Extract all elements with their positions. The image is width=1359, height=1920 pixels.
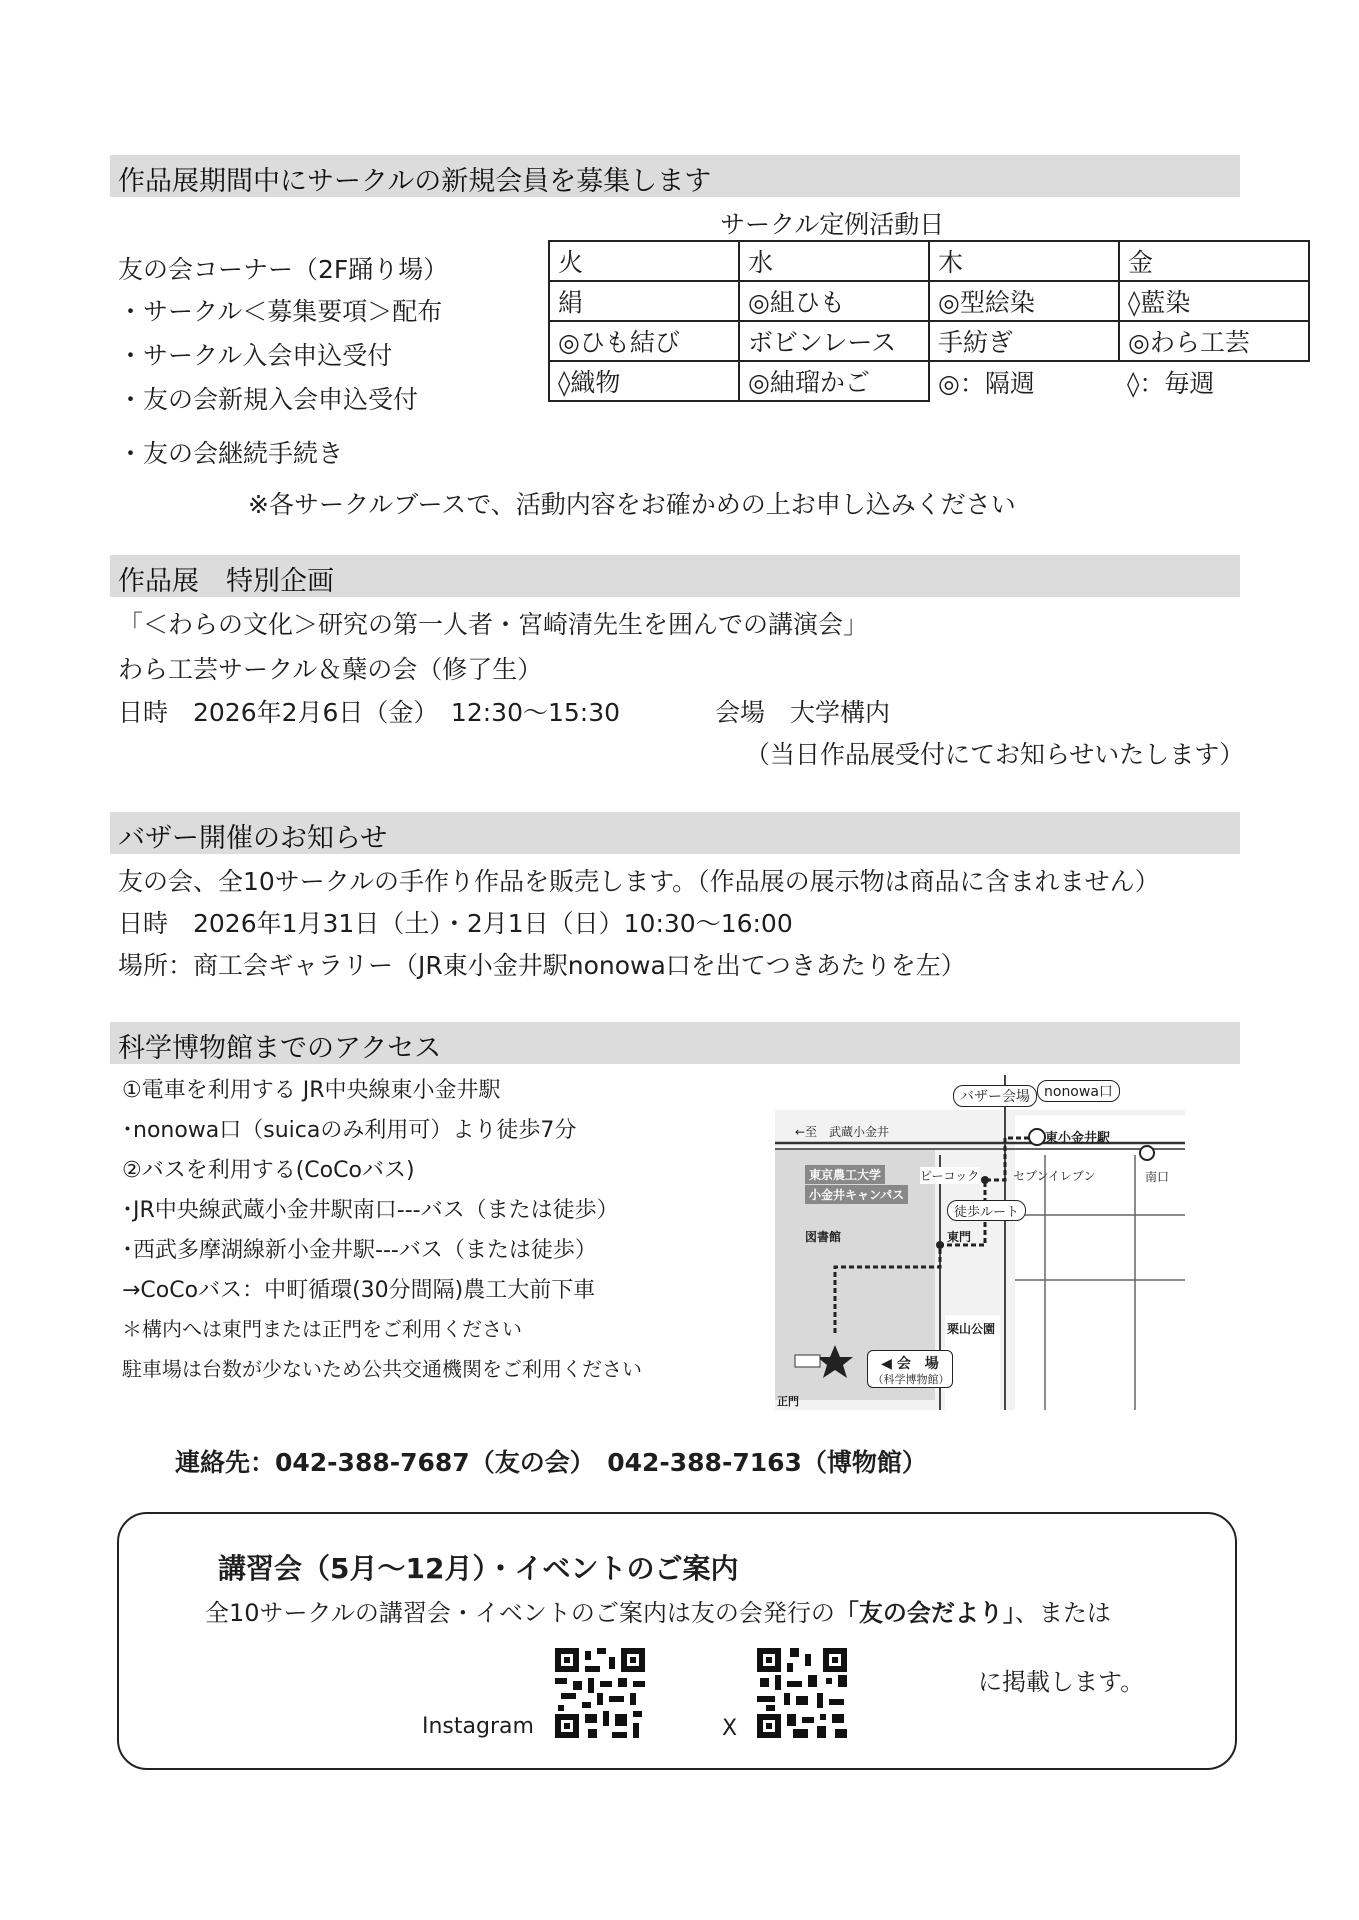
footer-text-pre: 全10サークルの講習会・イベントのご案内は友の会発行の [205, 1599, 835, 1627]
schedule-row [549, 281, 1309, 321]
schedule-cell: 金 [1119, 241, 1309, 281]
map-campus-label-2: 小金井キャンパス [805, 1185, 908, 1204]
footer-title: 講習会（5月～12月）・イベントのご案内 [218, 1552, 739, 1585]
access-line: ･nonowa口（suicaのみ利用可）より徒歩7分 [122, 1118, 577, 1143]
map-south-exit-label: 南口 [1145, 1170, 1170, 1184]
special-venue-note: （当日作品展受付にてお知らせいたします） [745, 740, 1245, 769]
map-bazaar-label: バザー会場 [953, 1085, 1037, 1107]
bazaar-place: 場所：商工会ギャラリー（JR東小金井駅nonowa口を出てつきあたりを左） [118, 951, 966, 980]
access-line: →CoCoバス：中町循環(30分間隔)農工大前下車 [122, 1278, 596, 1303]
peacock-dot [981, 1176, 989, 1184]
recruit-item-2: ・サークル入会申込受付 [118, 341, 393, 370]
recruit-item-4: ・友の会継続手続き [118, 439, 344, 468]
schedule-cell: ◊織物 [549, 361, 739, 401]
special-datetime: 日時 2026年2月6日（金） 12:30～15:30 [118, 698, 621, 727]
map-station-label: 東小金井駅 [1045, 1131, 1111, 1146]
bazaar-datetime: 日時 2026年1月31日（土）・2月1日（日）10:30～16:00 [118, 909, 793, 938]
map-peacock-label: ピーコック [920, 1169, 980, 1183]
map-east-gate-label: 東門 [947, 1230, 972, 1244]
footer-posted: に掲載します。 [978, 1668, 1145, 1696]
schedule-row [549, 361, 1309, 401]
map-venue-label: ◀ 会 場 [881, 1356, 939, 1372]
contact-line: 連絡先：042-388-7687（友の会） 042-388-7163（博物館） [175, 1448, 927, 1477]
schedule-cell: 絹 [549, 281, 739, 321]
instagram-qr-icon[interactable] [555, 1648, 645, 1738]
schedule-table [548, 240, 1310, 402]
special-heading-bar [110, 555, 1240, 597]
schedule-cell: 手紡ぎ [929, 321, 1119, 361]
recruit-heading: 作品展期間中にサークルの新規会員を募集します [118, 166, 712, 197]
access-line: ②バスを利用する(CoCoバス) [122, 1158, 415, 1183]
schedule-cell: ◎組ひも [739, 281, 929, 321]
access-heading-bar [110, 1022, 1240, 1064]
instagram-label: Instagram [422, 1714, 534, 1739]
schedule-cell: 木 [929, 241, 1119, 281]
schedule-cell: ◎型絵染 [929, 281, 1119, 321]
schedule-cell: ◊藍染 [1119, 281, 1309, 321]
x-qr-icon[interactable] [757, 1648, 847, 1738]
special-line1: 「＜わらの文化＞研究の第一人者・宮崎清先生を囲んでの講演会」 [118, 610, 869, 639]
east-gate-dot [936, 1241, 944, 1249]
schedule-header-row [549, 241, 1309, 281]
schedule-row [549, 321, 1309, 361]
schedule-legend-weekly: ◊：毎週 [1127, 368, 1215, 398]
schedule-cell: ◎ひも結び [549, 321, 739, 361]
footer-text [205, 1593, 1111, 1628]
map-campus-label-1: 東京農工大学 [805, 1165, 885, 1184]
footer-text-bold: 「友の会だより」 [834, 1599, 1015, 1627]
recruit-item-3: ・友の会新規入会申込受付 [118, 385, 419, 414]
map-east-area [1015, 1115, 1185, 1410]
access-map [775, 1075, 1185, 1410]
x-label: X [722, 1716, 738, 1741]
map-to-musashi-label: ←至 武蔵小金井 [795, 1125, 890, 1139]
map-main-gate-label: 正門 [777, 1395, 799, 1408]
map-nonowa-label: nonowa口 [1037, 1080, 1120, 1102]
bazaar-heading: バザー開催のお知らせ [118, 823, 388, 854]
footer-text-post: 、または [1014, 1599, 1111, 1627]
access-line: 駐車場は台数が少ないため公共交通機関をご利用ください [122, 1357, 642, 1381]
map-walk-route-label: 徒歩ルート [947, 1200, 1026, 1221]
access-heading: 科学博物館までのアクセス [118, 1033, 442, 1064]
access-line: ･西武多摩湖線新小金井駅---バス（または徒歩） [122, 1238, 597, 1263]
recruit-item-0: 友の会コーナー（2F踊り場） [118, 255, 449, 284]
special-heading: 作品展 特別企画 [118, 566, 334, 597]
bazaar-line1: 友の会、全10サークルの手作り作品を販売します。（作品展の展示物は商品に含まれません） [118, 867, 1160, 896]
schedule-cell: ボビンレース [739, 321, 929, 361]
map-venue-sub-label: （科学博物館） [872, 1373, 950, 1386]
schedule-cell: ◎わら工芸 [1119, 321, 1309, 361]
map-park-label: 栗山公園 [947, 1322, 996, 1336]
recruit-heading-bar [110, 155, 1240, 197]
south-exit-icon [1140, 1146, 1154, 1160]
bazaar-heading-bar [110, 812, 1240, 854]
map-library-label: 図書館 [805, 1230, 842, 1244]
museum-building [795, 1355, 820, 1367]
access-line: ①電車を利用する JR中央線東小金井駅 [122, 1078, 501, 1103]
access-line: ＊構内へは東門または正門をご利用ください [122, 1317, 522, 1341]
special-venue: 会場 大学構内 [715, 698, 891, 727]
special-line2: わら工芸サークル＆蘖の会（修了生） [118, 655, 543, 684]
schedule-cell: 水 [739, 241, 929, 281]
schedule-cell: ◎紬瑠かご [739, 361, 929, 401]
recruit-note: ※各サークルブースで、活動内容をお確かめの上お申し込みください [248, 490, 1016, 519]
map-seven-label: セブンイレブン [1013, 1169, 1096, 1183]
schedule-cell: 火 [549, 241, 739, 281]
access-line: ･JR中央線武蔵小金井駅南口---バス（または徒歩） [122, 1198, 619, 1223]
recruit-item-1: ・サークル＜募集要項＞配布 [118, 297, 443, 326]
station-icon [1029, 1129, 1045, 1145]
schedule-title: サークル定例活動日 [720, 210, 945, 239]
schedule-legend-biweekly: ◎：隔週 [938, 368, 1035, 398]
